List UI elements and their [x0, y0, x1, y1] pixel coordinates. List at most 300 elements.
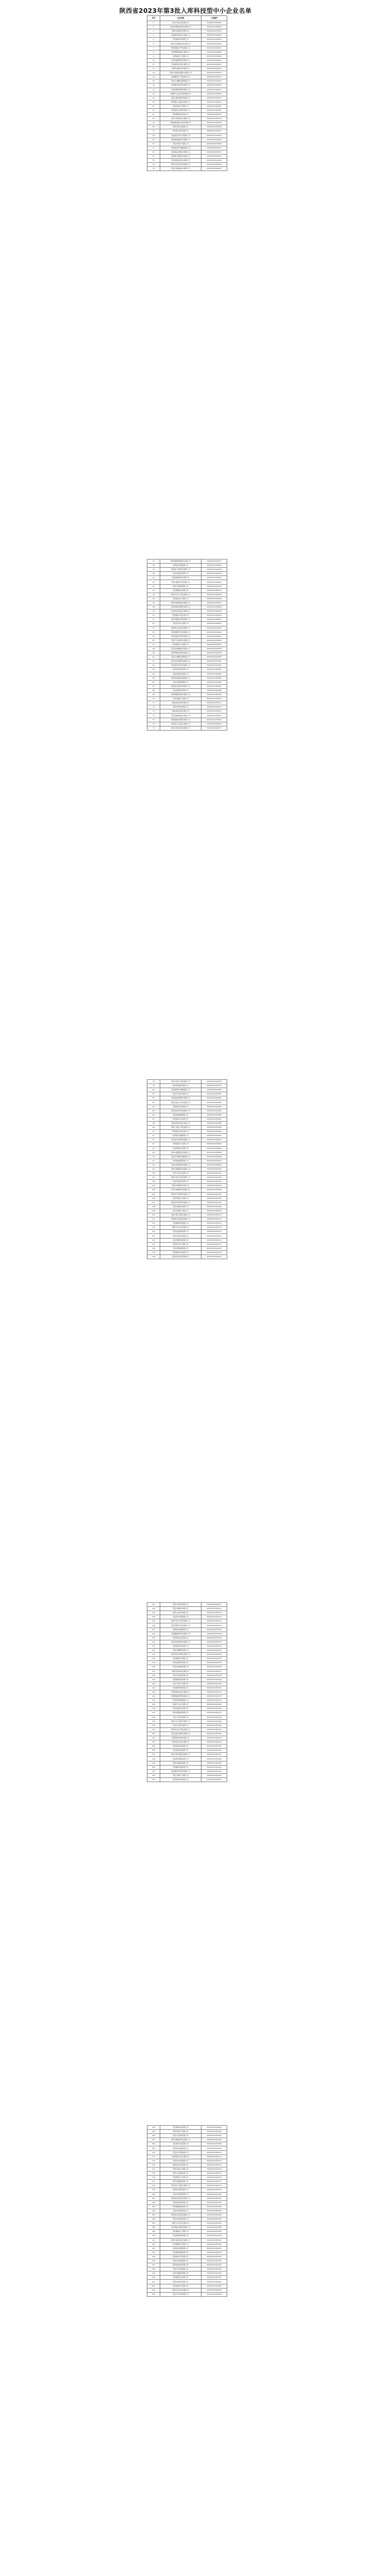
registration-code: 202361013100045: [201, 592, 227, 597]
row-number: 169: [147, 2146, 160, 2150]
company-name: 西安盛泰能源有限公司: [160, 1749, 201, 1753]
table-row: [147, 618, 227, 622]
row-number: 132: [147, 1649, 160, 1653]
registration-code: 202361013100082: [201, 1096, 227, 1100]
table-row: [147, 2222, 227, 2226]
table-row: [147, 1669, 227, 1673]
row-number: 65: [147, 676, 160, 680]
registration-code: 202361013100157: [201, 1753, 227, 1757]
company-name: 西安同泰医疗科技有限公司: [160, 1623, 201, 1628]
company-name: 陕西博远软件有限公司: [160, 113, 201, 117]
row-number: 101: [147, 1176, 160, 1180]
company-name: 西安恒信电气有限公司: [160, 104, 201, 108]
row-number: 79: [147, 1084, 160, 1088]
company-name: 西安思源软件有限公司: [160, 688, 201, 692]
row-number: 120: [147, 1255, 160, 1259]
row-number: 134: [147, 1657, 160, 1661]
table-row: [147, 1673, 227, 1677]
table-row: [147, 601, 227, 605]
table-row: [147, 33, 227, 38]
table-row: [147, 75, 227, 79]
row-number: 28: [147, 133, 160, 138]
row-number: 89: [147, 1126, 160, 1130]
company-name: 陕西和盛农业科技有限公司: [160, 634, 201, 638]
table-row: [147, 29, 227, 33]
table-row: [147, 1665, 227, 1669]
registration-code: 202361013100030: [201, 142, 227, 146]
table-header-row: [147, 16, 227, 21]
table-row: [147, 1777, 227, 1782]
registration-code: 202361013100122: [201, 1607, 227, 1611]
row-number: 136: [147, 1665, 160, 1669]
company-name: 陕西华亿化工科技有限公司: [160, 592, 201, 597]
table-row: [147, 83, 227, 88]
registration-code: 202361013100111: [201, 1217, 227, 1222]
company-name: 西安永泰能源科技有限公司: [160, 1163, 201, 1167]
row-number: 52: [147, 622, 160, 626]
company-name: 西安德润生物科技有限公司: [160, 108, 201, 112]
row-number: 114: [147, 1230, 160, 1234]
table-row: [147, 54, 227, 58]
table-row: [147, 1092, 227, 1096]
registration-code: 202361013100127: [201, 1628, 227, 1632]
registration-code: 202361013100032: [201, 150, 227, 154]
registration-code: 202361013100014: [201, 75, 227, 79]
row-number: 37: [147, 560, 160, 564]
row-number: 14: [147, 75, 160, 79]
row-number: 83: [147, 1100, 160, 1105]
row-number: 19: [147, 96, 160, 100]
company-name: 陕西九州信息科技有限公司: [160, 726, 201, 730]
company-name: 西安诚信检测技术有限公司: [160, 1096, 201, 1100]
row-number: 111: [147, 1217, 160, 1222]
table-row: [147, 2176, 227, 2180]
table-row: [147, 722, 227, 726]
row-number: 150: [147, 1723, 160, 1727]
row-number: 113: [147, 1226, 160, 1230]
table-row: [147, 638, 227, 642]
registration-code: 202361013100058: [201, 647, 227, 651]
table-row: [147, 1142, 227, 1146]
table-row: [147, 1703, 227, 1707]
row-number: 68: [147, 688, 160, 692]
table-row: [147, 1246, 227, 1250]
table-row: [147, 150, 227, 154]
row-number: 92: [147, 1138, 160, 1142]
registration-code: 202361013100186: [201, 2217, 227, 2222]
company-name: 西安智慧能源科技有限公司: [160, 88, 201, 92]
row-number: 123: [147, 1611, 160, 1615]
table-row: [147, 42, 227, 46]
registration-code: 202361013100181: [201, 2196, 227, 2200]
row-number: 15: [147, 79, 160, 83]
table-row: [147, 1159, 227, 1163]
table-row: [147, 1084, 227, 1088]
company-name: 西安天宇建材科技有限公司: [160, 638, 201, 642]
registration-code: 202361013100197: [201, 2263, 227, 2267]
table-row: [147, 2126, 227, 2130]
registration-code: 202361013100139: [201, 1677, 227, 1682]
registration-code: 202361013100083: [201, 1100, 227, 1105]
company-name: 西安华宇软件有限公司: [160, 1723, 201, 1727]
registration-code: 202361013100039: [201, 568, 227, 572]
registration-code: 202361013100055: [201, 634, 227, 638]
table-row: [147, 1163, 227, 1167]
company-name: 陕西金泰材料有限公司: [160, 2263, 201, 2267]
row-number: 147: [147, 1711, 160, 1715]
table-row: [147, 2284, 227, 2288]
row-number: 21: [147, 104, 160, 108]
table-row: [147, 2230, 227, 2234]
company-name: 陕西东华医药科技有限公司: [160, 1200, 201, 1205]
row-number: 112: [147, 1222, 160, 1226]
table-row: [147, 138, 227, 142]
company-name: 陕西凯越电子科技有限公司: [160, 46, 201, 50]
registration-code: 202361013100180: [201, 2192, 227, 2196]
company-name: 西安宏泰生物科技有限公司: [160, 1732, 201, 1736]
row-number: 16: [147, 83, 160, 88]
table-row: [147, 1694, 227, 1699]
table-row: [147, 1121, 227, 1125]
registration-code: 202361013100201: [201, 2280, 227, 2284]
registration-code: 202361013100177: [201, 2180, 227, 2184]
company-name: 陕西广源化工科技有限公司: [160, 1126, 201, 1130]
row-number: 104: [147, 1188, 160, 1192]
row-number: 196: [147, 2259, 160, 2263]
table-row: [147, 2267, 227, 2272]
table-row: [147, 664, 227, 668]
table-row: [147, 1222, 227, 1226]
row-number: 75: [147, 718, 160, 722]
table-row: [147, 1096, 227, 1100]
row-number: 56: [147, 638, 160, 642]
registration-code: 202361013100044: [201, 588, 227, 592]
registration-code: 202361013100069: [201, 693, 227, 697]
row-number: 133: [147, 1653, 160, 1657]
registration-code: 202361013100100: [201, 1172, 227, 1176]
table-row: [147, 108, 227, 112]
registration-code: 202361013100134: [201, 1657, 227, 1661]
registration-code: 202361013100016: [201, 83, 227, 88]
row-number: 118: [147, 1246, 160, 1250]
registration-code: 202361013100130: [201, 1640, 227, 1644]
table-row: [147, 1113, 227, 1117]
registration-code: 202361013100003: [201, 29, 227, 33]
row-number: 125: [147, 1619, 160, 1623]
row-number: 39: [147, 568, 160, 572]
row-number: 7: [147, 46, 160, 50]
table-row: [147, 676, 227, 680]
row-number: 170: [147, 2150, 160, 2155]
company-name: 陕西宏远材料科技有限公司: [160, 1109, 201, 1113]
row-number: 93: [147, 1142, 160, 1146]
row-number: 96: [147, 1155, 160, 1159]
registration-code: 202361013100073: [201, 709, 227, 714]
row-number: 204: [147, 2292, 160, 2296]
registration-code: 202361013100088: [201, 1121, 227, 1125]
registration-code: 202361013100166: [201, 2134, 227, 2138]
company-name: 陕西凯瑞医药科技有限公司: [160, 1694, 201, 1699]
registration-code: 202361013100183: [201, 2205, 227, 2209]
table-row: [147, 1184, 227, 1188]
registration-code: 202361013100144: [201, 1699, 227, 1703]
row-number: 163: [147, 1777, 160, 1782]
table-row: [147, 159, 227, 163]
registration-code: 202361013100001: [201, 21, 227, 25]
table-row: [147, 564, 227, 568]
company-name: 西安恒瑞环保有限公司: [160, 2234, 201, 2238]
table-row: [147, 1711, 227, 1715]
row-number: 195: [147, 2255, 160, 2259]
registration-code: 202361013100053: [201, 626, 227, 630]
company-name: 西安新泰电子有限公司: [160, 2176, 201, 2180]
registration-code: 202361013100097: [201, 1159, 227, 1163]
row-number: 197: [147, 2263, 160, 2267]
row-number: 57: [147, 642, 160, 647]
row-number: 158: [147, 1757, 160, 1761]
row-number: 165: [147, 2130, 160, 2134]
table-row: [147, 642, 227, 647]
table-row: [147, 25, 227, 29]
registration-code: 202361013100052: [201, 622, 227, 626]
registration-code: 202361013100021: [201, 104, 227, 108]
company-name: 陕西恒源数控有限公司: [160, 1711, 201, 1715]
company-name: 西安新时代信息有限公司: [160, 1255, 201, 1259]
company-name: 西安汇通环保科技有限公司: [160, 96, 201, 100]
registration-code: 202361013100038: [201, 564, 227, 568]
registration-code: 202361013100043: [201, 584, 227, 588]
company-name: 陕西立达软件有限公司: [160, 1611, 201, 1615]
company-name: 西安中瑞电气科技有限公司: [160, 580, 201, 584]
registration-code: 202361013100085: [201, 1109, 227, 1113]
table-row: [147, 129, 227, 133]
table-row: [147, 1155, 227, 1159]
row-number: 29: [147, 138, 160, 142]
company-name: 西安众创数据科技有限公司: [160, 647, 201, 651]
registration-code: 202361013100092: [201, 1138, 227, 1142]
row-number: 77: [147, 726, 160, 730]
company-name: 陕西汇丰电力有限公司: [160, 1703, 201, 1707]
company-name: 陕西天鸿新材料有限公司: [160, 1184, 201, 1188]
table-row: [147, 2163, 227, 2167]
registration-code: 202361013100067: [201, 684, 227, 688]
registration-code: 202361013100113: [201, 1226, 227, 1230]
registration-code: 202361013100176: [201, 2176, 227, 2180]
table-row: [147, 584, 227, 588]
registration-code: 202361013100051: [201, 618, 227, 622]
row-number: 162: [147, 1773, 160, 1777]
row-number: 46: [147, 597, 160, 601]
company-name: 陕西利华生物科技有限公司: [160, 1653, 201, 1657]
table-row: [147, 1632, 227, 1636]
company-name: 西安华安软件有限公司: [160, 2217, 201, 2222]
table-row: [147, 1732, 227, 1736]
company-name: 西安瑞美科技有限公司: [160, 38, 201, 42]
table-row: [147, 1117, 227, 1121]
row-number: 59: [147, 651, 160, 655]
company-name: 陕西智联物联网科技有限公司: [160, 560, 201, 564]
company-name: 陕西安达能源科技有限公司: [160, 659, 201, 664]
table-row: [147, 2196, 227, 2200]
row-number: 131: [147, 1644, 160, 1648]
row-number: 12: [147, 67, 160, 71]
registration-code: 202361013100048: [201, 605, 227, 609]
company-name: 陕西蓝天环境科技有限公司: [160, 568, 201, 572]
registration-code: 202361013100159: [201, 1761, 227, 1765]
row-number: 200: [147, 2276, 160, 2280]
company-name: 陕西鑫泽电子科技有限公司: [160, 75, 201, 79]
row-number: 100: [147, 1172, 160, 1176]
registration-code: 202361013100075: [201, 718, 227, 722]
registration-code: 202361013100080: [201, 1088, 227, 1092]
registration-code: 202361013100174: [201, 2167, 227, 2171]
table-row: [147, 1105, 227, 1109]
row-number: 151: [147, 1727, 160, 1732]
table-row: [147, 1134, 227, 1138]
row-number: 185: [147, 2213, 160, 2217]
company-name: 陕西诺信电子有限公司: [160, 1142, 201, 1146]
table-row: [147, 58, 227, 62]
company-name: 西安中科光电有限公司: [160, 125, 201, 129]
row-number: 141: [147, 1686, 160, 1690]
registration-code: 202361013100168: [201, 2142, 227, 2146]
company-name: 西安凯信信息有限公司: [160, 2200, 201, 2205]
row-number: 67: [147, 684, 160, 688]
row-number: 186: [147, 2217, 160, 2222]
row-number: 175: [147, 2172, 160, 2176]
table-row: [147, 588, 227, 592]
row-number: 159: [147, 1761, 160, 1765]
company-name: 陕西中达工程技术有限公司: [160, 1719, 201, 1723]
company-name: 西安瑞泰电气有限公司: [160, 1657, 201, 1661]
table-row: [147, 1649, 227, 1653]
row-number: 126: [147, 1623, 160, 1628]
row-number: 171: [147, 2155, 160, 2159]
table-row: [147, 2150, 227, 2155]
table-row: [147, 1146, 227, 1150]
registration-code: 202361013100056: [201, 638, 227, 642]
registration-code: 202361013100171: [201, 2155, 227, 2159]
company-name: 西安利达工程技术有限公司: [160, 2184, 201, 2188]
registration-code: 202361013100163: [201, 1777, 227, 1782]
company-name: 西安锦泰通信有限公司: [160, 2250, 201, 2255]
table-row: [147, 1773, 227, 1777]
row-number: 103: [147, 1184, 160, 1188]
registration-code: 202361013100049: [201, 609, 227, 614]
company-name: 陕西嘉华电子有限公司: [160, 642, 201, 647]
registration-code: 202361013100047: [201, 601, 227, 605]
table-row: [147, 2192, 227, 2196]
registration-code: 202361013100193: [201, 2246, 227, 2250]
row-number: 107: [147, 1200, 160, 1205]
registration-code: 202361013100151: [201, 1727, 227, 1732]
table-row: [147, 1209, 227, 1213]
table-row: [147, 2180, 227, 2184]
company-name: 陕西鼎信智能科技有限公司: [160, 138, 201, 142]
company-name: 西安国信技术有限公司: [160, 672, 201, 676]
registration-code: 202361013100192: [201, 2242, 227, 2246]
registration-code: 202361013100161: [201, 1769, 227, 1773]
table-row: [147, 2272, 227, 2276]
registration-code: 202361013100094: [201, 1146, 227, 1150]
row-number: 22: [147, 108, 160, 112]
row-number: 161: [147, 1769, 160, 1773]
registration-code: 202361013100098: [201, 1163, 227, 1167]
registration-code: 202361013100150: [201, 1723, 227, 1727]
registration-code: 202361013100202: [201, 2284, 227, 2288]
registration-code: 202361013100104: [201, 1188, 227, 1192]
registration-code: 202361013100123: [201, 1611, 227, 1615]
table-row: [147, 1126, 227, 1130]
company-name: 西安联创信息技术有限公司: [160, 33, 201, 38]
table-row: [147, 1088, 227, 1092]
row-number: 34: [147, 159, 160, 163]
company-name: 陕西天安通信有限公司: [160, 2172, 201, 2176]
registration-code: 202361013100063: [201, 668, 227, 672]
registration-code: 202361013100102: [201, 1180, 227, 1184]
registration-code: 202361013100179: [201, 2188, 227, 2192]
row-number: 74: [147, 714, 160, 718]
table-row: [147, 1707, 227, 1711]
company-name: 陕西康华医疗科技有限公司: [160, 1769, 201, 1773]
table-row: [147, 2200, 227, 2205]
company-name: 陕西恒瑞检测有限公司: [160, 1159, 201, 1163]
row-number: 17: [147, 88, 160, 92]
row-number: 180: [147, 2192, 160, 2196]
company-name: 西安瑞信光电有限公司: [160, 2276, 201, 2280]
company-name: 陕西百川环境科技有限公司: [160, 1192, 201, 1196]
table-row: [147, 1611, 227, 1615]
company-name: 陕西德康生物科技有限公司: [160, 718, 201, 722]
table-row: [147, 21, 227, 25]
table-row: [147, 1200, 227, 1205]
company-name: 陕西华通能源有限公司: [160, 2272, 201, 2276]
table-row: [147, 609, 227, 614]
company-name: 陕西金鼎光电有限公司: [160, 1644, 201, 1648]
document-title: 陕西省2023年第3批入库科技型中小企业名单: [119, 7, 252, 14]
row-number: 97: [147, 1159, 160, 1163]
registration-code: 202361013100017: [201, 88, 227, 92]
company-name: 西安天泽光电有限公司: [160, 1715, 201, 1719]
registration-code: 202361013100070: [201, 697, 227, 701]
table-row: [147, 67, 227, 71]
table-row: [147, 1699, 227, 1703]
row-number: 154: [147, 1740, 160, 1744]
table-row: [147, 96, 227, 100]
table-row: [147, 1753, 227, 1757]
table-row: [147, 2246, 227, 2250]
company-name: 陕西中和农业科技有限公司: [160, 1176, 201, 1180]
company-name: 西安天佑科技有限公司: [160, 1673, 201, 1677]
table-row: [147, 2234, 227, 2238]
row-number: 60: [147, 655, 160, 659]
registration-code: 202361013100188: [201, 2226, 227, 2230]
company-name: 陕西中联测控技术有限公司: [160, 601, 201, 605]
registration-code: 202361013100107: [201, 1200, 227, 1205]
table-row: [147, 2255, 227, 2259]
table-row: [147, 50, 227, 54]
company-name: 陕西立信检测有限公司: [160, 584, 201, 588]
company-name: 陕西航宇机电科技有限公司: [160, 684, 201, 688]
table-row: [147, 1167, 227, 1171]
table-row: [147, 580, 227, 584]
row-number: 130: [147, 1640, 160, 1644]
table-page: [147, 2125, 227, 2297]
registration-code: 202361013100128: [201, 1632, 227, 1636]
company-name: 陕西鑫华电子有限公司: [160, 2230, 201, 2234]
table-row: [147, 2276, 227, 2280]
company-name: 西安瑞盈自动化有限公司: [160, 614, 201, 618]
